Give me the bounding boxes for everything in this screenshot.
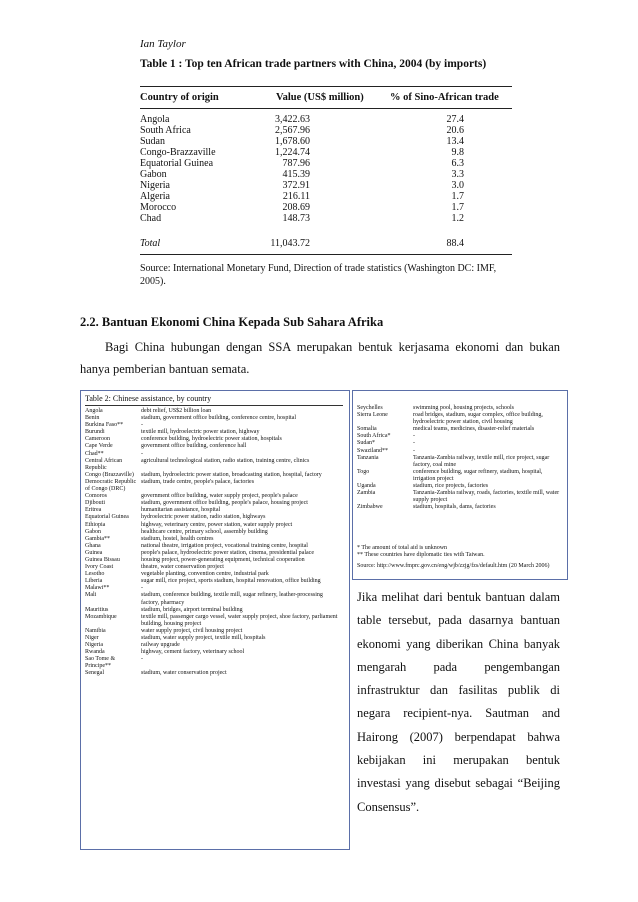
table2-cell-country: Somalia	[357, 426, 377, 433]
table2-cell-desc: stadium, rice projects, factories	[413, 483, 489, 490]
table2-cell-country: Mauritius	[85, 606, 109, 613]
table2-cell-country: Togo	[357, 468, 370, 475]
table2-cell-desc: theatre, water conservation project	[141, 564, 224, 571]
table2-cell-desc: stadium, water conservation project	[141, 670, 227, 677]
table2-cell-desc: stadium, trade centre, people's palace, factories	[141, 478, 255, 485]
table2-cell-desc: stadium, conference building, textile mill, sugar refinery, leather-processing factory, pharmacy	[141, 592, 323, 606]
table2-cell-country: Seychelles	[357, 405, 383, 411]
table1-cell-value: 148.73	[282, 213, 310, 224]
table2-cell-country: Liberia	[85, 578, 103, 585]
table1-title: Table 1 : Top ten African trade partners with China, 2004 (by imports)	[140, 58, 487, 70]
table2-cell-country: Equatorial Guinea	[85, 514, 129, 521]
table2-cell-desc: stadium, hydroelectric power station, broadcasting station, hospital, factory	[141, 471, 322, 478]
table1-top-rule	[140, 86, 512, 87]
table2-cell-desc: Tanzania-Zambia railway, roads, factories, textile mill, water supply project	[413, 490, 560, 504]
table1-cell-country: South Africa	[140, 125, 191, 136]
table2-cell-country: Comoros	[85, 493, 108, 500]
table2-row	[85, 536, 341, 543]
table1-cell-country: Algeria	[140, 191, 170, 202]
table2-cell-desc: swimming pool, housing projects, schools	[413, 405, 514, 411]
table1-cell-percent: 20.6	[446, 125, 464, 136]
table2-cell-desc: humanitarian assistance, hospital	[141, 507, 221, 514]
table2-cell-desc: hydroelectric power station, radio station, highways	[141, 514, 266, 521]
table1-body	[140, 114, 512, 224]
table2-cell-desc: conference building, hydroelectric power station, hospitals	[141, 436, 282, 443]
table1-bottom-rule	[140, 254, 512, 255]
table2-cell-desc: healthcare centre, primary school, assembly building	[141, 528, 268, 535]
table2-cell-desc: road bridges, stadium, sugar complex, office building, hydroelectric power station, civil housing	[413, 412, 543, 426]
table2-row	[85, 443, 341, 450]
table2-cell-country: Rwanda	[85, 649, 105, 656]
table2-cell-country: Cameroon	[85, 436, 110, 443]
table2-cell-country: Zimbabwe	[357, 504, 383, 511]
table1-cell-value: 216.11	[282, 191, 310, 202]
table1-total-value: 11,043.72	[270, 238, 310, 249]
table1-header-value: Value (US$ million)	[276, 92, 364, 103]
table2-row	[357, 433, 563, 440]
table2-notes	[357, 545, 563, 570]
table2-row	[85, 614, 341, 628]
table2-cell-desc: stadium, bridges, airport terminal building	[141, 606, 243, 613]
table2-cell-country: Malawi**	[85, 585, 110, 592]
table2-cell-country: Gabon	[85, 528, 101, 535]
table2-cell-desc: -	[141, 585, 143, 592]
table1-cell-value: 372.91	[282, 180, 310, 191]
table2-row	[85, 592, 341, 606]
table2-cell-country: Chad**	[85, 450, 104, 457]
table2-cell-country: Niger	[85, 635, 99, 641]
table2-cell-country: Ghana	[85, 542, 101, 549]
table2-cell-country: Mali	[85, 592, 97, 599]
table1-total-percent: 88.4	[446, 238, 464, 249]
table2-cell-desc: medical teams, medicines, disaster-relief materials	[413, 426, 535, 433]
table2-cell-country: Mozambique	[85, 613, 117, 620]
table1-header-country: Country of origin	[140, 92, 219, 103]
table1-cell-value: 787.96	[282, 158, 310, 169]
table2-cell-country: Gambia**	[85, 535, 110, 542]
table1-row	[140, 136, 512, 147]
table1-total-label: Total	[140, 238, 161, 249]
table2-row	[357, 504, 563, 511]
table1-cell-percent: 3.3	[451, 169, 464, 180]
table2-row	[85, 607, 341, 614]
table1-cell-value: 2,567.96	[275, 125, 310, 136]
table2-cell-country: Guinea	[85, 549, 103, 556]
table2-row	[85, 479, 341, 493]
table2-row	[85, 500, 341, 507]
table2-cell-country: Senegal	[85, 670, 104, 677]
table2-cell-desc: water supply project, civil housing project	[141, 627, 243, 634]
table2-cell-desc: vegetable planting, convention centre, industrial park	[141, 571, 269, 578]
table2-cell-desc: people's palace, hydroelectric power station, cinema, presidential palace	[141, 549, 315, 556]
table2-cell-desc: -	[413, 447, 415, 454]
table2-cell-desc: stadium, government office building, people's palace, housing project	[141, 500, 308, 507]
table2-cell-desc: -	[413, 433, 415, 440]
table1-cell-percent: 6.3	[451, 158, 464, 169]
table2-cell-country: Sao Tome & Principe**	[85, 656, 116, 670]
table2-cell-country: Lesotho	[85, 571, 105, 578]
section-paragraph: Bagi China hubungan dengan SSA merupakan bentuk kerjasama ekonomi dan bukan hanya pemberian bantuan semata.	[80, 340, 560, 376]
table2-cell-country: Burundi	[85, 429, 105, 436]
table1-cell-country: Nigeria	[140, 180, 170, 191]
table1-row	[140, 180, 512, 191]
table1-cell-value: 415.39	[282, 169, 310, 180]
table2-row	[357, 490, 563, 504]
table1-cell-percent: 1.2	[451, 213, 464, 224]
table2-note-2: ** These countries have diplomatic ties with Taiwan.	[357, 552, 485, 558]
table2-cell-country: Zambia	[357, 490, 376, 497]
table2-cell-country: Angola	[85, 408, 103, 414]
table2-row	[357, 455, 563, 469]
table2-cell-country: Sierra Leone	[357, 412, 388, 419]
table2-cell-country: Benin	[85, 415, 100, 422]
table2-cell-country: Nigeria	[85, 642, 103, 649]
table2-row	[85, 656, 341, 670]
table1-cell-country: Equatorial Guinea	[140, 158, 214, 169]
table2-cell-desc: housing project, power-generating equipment, technical cooperation	[141, 556, 305, 563]
table1-row	[140, 191, 512, 202]
table2-cell-country: Congo (Brazzaville)	[85, 471, 134, 478]
table2-row	[85, 514, 341, 521]
table2-row	[85, 422, 341, 429]
table2-cell-country: Uganda	[357, 483, 376, 490]
table2-row	[85, 550, 341, 557]
table1-cell-value: 208.69	[282, 202, 310, 213]
table2-cell-desc: highway, veterinary centre, power station, water supply project	[141, 521, 293, 528]
table2-cell-country: Tanzania	[357, 454, 379, 461]
table1-row	[140, 213, 512, 224]
table2-cell-desc: -	[141, 450, 143, 457]
table2-row	[85, 522, 341, 529]
table1-author: Ian Taylor	[140, 38, 186, 50]
table1-row	[140, 158, 512, 169]
table2-cell-country: Democratic Republic of Congo (DRC)	[85, 478, 137, 493]
table2-cell-country: Eritrea	[85, 507, 102, 514]
table1-cell-country: Congo-Brazzaville	[140, 147, 216, 158]
table2-cell-desc: -	[141, 656, 143, 663]
body-text: Jika melihat dari bentuk bantuan dalam table tersebut, pada dasarnya bantuan ekonomi yang diberikan China banyak mengarah pada pengembangan infrastruktur dan fasilitas publik di negara recipient-nya. Sautman and Hairong (2007) berpendapat bahwa kebijakan ini merupakan bentuk investasi yang disebut sebagai “Beijing Consensus”.	[357, 590, 560, 814]
table1-cell-value: 3,422.63	[275, 114, 310, 125]
table2-cell-country: Ethiopia	[85, 521, 106, 528]
table1-header-percent: % of Sino-African trade	[390, 92, 499, 103]
table2-row	[357, 448, 563, 455]
table2-cell-country: Namibia	[85, 627, 106, 634]
table2-cell-desc: stadium, hostel, health centres	[141, 535, 214, 542]
table2-row	[85, 578, 341, 585]
table1-cell-percent: 13.4	[446, 136, 464, 147]
table1-row	[140, 147, 512, 158]
table2-row	[85, 451, 341, 458]
table2-cell-desc: agricultural technological station, radio station, training centre, clinics	[141, 457, 310, 464]
table2-title: Table 2: Chinese assistance, by country	[85, 394, 212, 403]
table2-cell-country: Swaziland**	[357, 447, 388, 454]
table1-cell-percent: 1.7	[451, 191, 464, 202]
table2-row	[85, 628, 341, 635]
table2-row	[85, 529, 341, 536]
table2-cell-desc: highway, cement factory, veterinary school	[141, 649, 245, 656]
table1-cell-percent: 9.8	[451, 147, 464, 158]
table2-cell-desc: Tanzania-Zambia railway, textile mill, rice project, sugar factory, coal mine	[413, 454, 550, 468]
table2-cell-desc: government office building, conference hall	[141, 443, 247, 450]
table2-row	[85, 458, 341, 472]
section-heading: 2.2. Bantuan Ekonomi China Kepada Sub Sahara Afrika	[80, 315, 384, 329]
table2-cell-desc: stadium, water supply project, textile mill, hospitals	[141, 635, 266, 641]
table2-row	[85, 670, 341, 677]
table1-header-rule	[140, 108, 512, 109]
table2-cell-country: Cape Verde	[85, 443, 113, 450]
table2-cell-country: Guinea Bissau	[85, 556, 120, 563]
table2-cell-desc: stadium, hospitals, dams, factories	[413, 504, 496, 511]
table2-title-rule	[85, 405, 343, 406]
table2-row	[85, 415, 341, 422]
table1-total-row	[140, 238, 512, 250]
table1-cell-country: Angola	[140, 114, 170, 125]
table2-cell-desc: debt relief, US$2 billion loan	[141, 408, 212, 414]
table1-cell-percent: 27.4	[446, 114, 464, 125]
table2-cell-desc: national theatre, irrigation project, vocational training centre, hospital	[141, 542, 308, 549]
table2-right-list	[357, 405, 563, 511]
table2-row	[357, 412, 563, 426]
table2-row	[357, 440, 563, 447]
table2-cell-country: Djibouti	[85, 500, 106, 507]
table1-cell-country: Sudan	[140, 136, 165, 147]
table2-cell-desc: railway upgrade	[141, 642, 180, 649]
table1-row	[140, 169, 512, 180]
table2-cell-desc: government office building, water supply project, people's palace	[141, 493, 298, 500]
table2-source: Source: http://www.fmprc.gov.cn/eng/wjb/zzjg/fzs/default.htm (20 March 2006)	[357, 563, 550, 569]
table2-note-1: * The amount of total aid is unknown	[357, 545, 448, 551]
table1-row	[140, 114, 512, 125]
table2-left-panel	[80, 390, 350, 850]
table2-cell-desc: sugar mill, rice project, sports stadium, hospital renovation, office building	[141, 578, 321, 585]
table2-row	[85, 635, 341, 642]
table1-cell-value: 1,678.60	[275, 136, 310, 147]
table1-cell-percent: 1.7	[451, 202, 464, 213]
table2-cell-country: Burkina Faso**	[85, 422, 124, 429]
table1-row	[140, 202, 512, 213]
table2-row	[85, 564, 341, 571]
table2-row	[85, 472, 341, 479]
table2-cell-country: Ivory Coast	[85, 564, 114, 571]
table2-cell-country: South Africa*	[357, 433, 391, 440]
table2-row	[85, 557, 341, 564]
table1-cell-country: Morocco	[140, 202, 177, 213]
table2-row	[85, 649, 341, 656]
table2-cell-desc: conference building, sugar refinery, stadium, hospital, irrigation project	[413, 468, 543, 482]
table2-left-list	[85, 408, 341, 678]
table2-cell-country: Central African Republic	[85, 457, 123, 471]
table1-source: Source: International Monetary Fund, Direction of trade statistics (Washington DC: IMF, 2005).	[140, 263, 497, 287]
table1-row	[140, 125, 512, 136]
table1-cell-value: 1,224.74	[275, 147, 310, 158]
table2-right-panel	[352, 390, 568, 580]
table1-cell-percent: 3.0	[451, 180, 464, 191]
table2-cell-desc: textile mill, passenger cargo vessel, water supply project, shoe factory, parliament building, housing project	[141, 613, 338, 627]
table1-cell-country: Chad	[140, 213, 162, 224]
table2-cell-desc: textile mill, hydroelectric power station, highway	[141, 429, 260, 436]
table2-row	[85, 507, 341, 514]
table2-row	[357, 469, 563, 483]
table2-cell-desc: -	[141, 422, 143, 429]
table2-cell-country: Sudan*	[357, 440, 375, 447]
table2-cell-desc: -	[413, 440, 415, 447]
table2-row	[85, 543, 341, 550]
table1-cell-country: Gabon	[140, 169, 167, 180]
table2-cell-desc: stadium, government office building, conference centre, hospital	[141, 415, 297, 422]
